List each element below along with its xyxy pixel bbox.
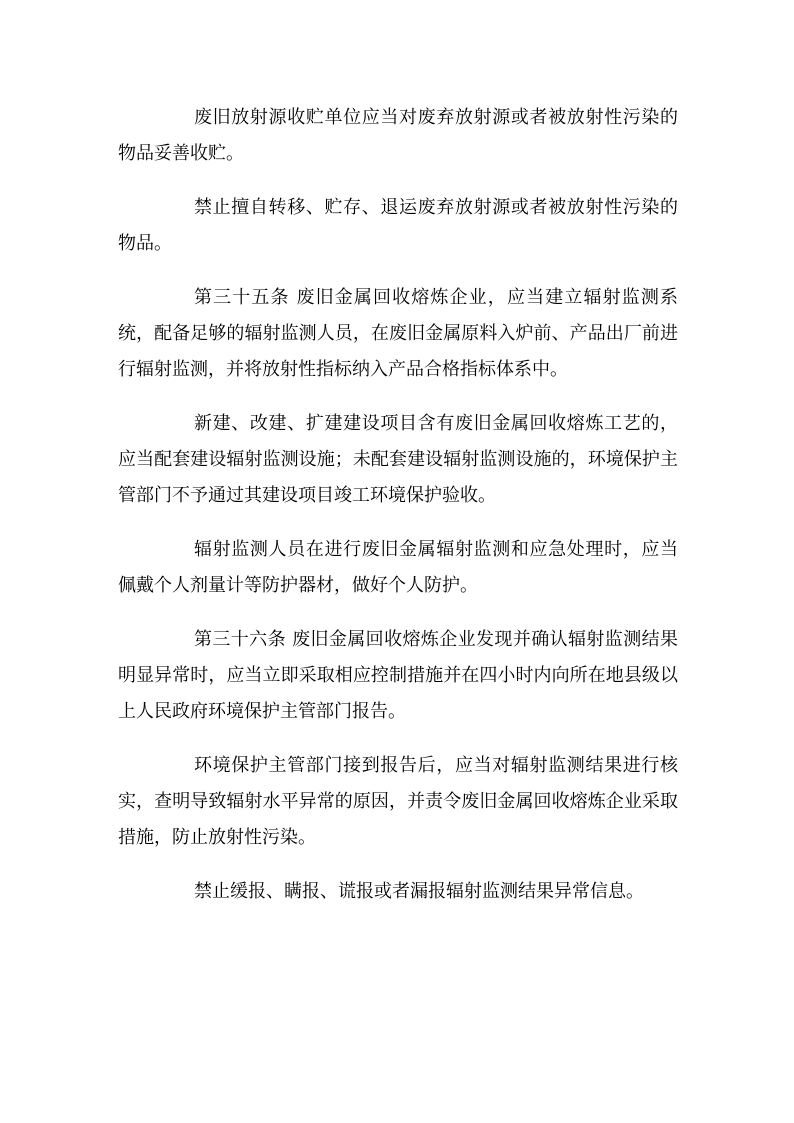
paragraph-4: 新建、改建、扩建建设项目含有废旧金属回收熔炼工艺的，应当配套建设辐射监测设施；未配套建设辐射监测设施的，环境保护主管部门不予通过其建设项目竣工环境保护验收。 <box>118 413 678 506</box>
paragraph-article-35: 第三十五条 废旧金属回收熔炼企业，应当建立辐射监测系统，配备足够的辐射监测人员，在废旧金属原料入炉前、产品出厂前进行辐射监测，并将放射性指标纳入产品合格指标体系中。 <box>118 287 678 380</box>
paragraph-1: 废旧放射源收贮单位应当对废弃放射源或者被放射性污染的物品妥善收贮。 <box>118 107 678 164</box>
document-body <box>118 100 678 910</box>
paragraph-7: 环境保护主管部门接到报告后，应当对辐射监测结果进行核实，查明导致辐射水平异常的原因，并责令废旧金属回收熔炼企业采取措施，防止放射性污染。 <box>118 755 678 848</box>
paragraph-8: 禁止缓报、瞒报、谎报或者漏报辐射监测结果异常信息。 <box>194 881 644 902</box>
paragraph-5: 辐射监测人员在进行废旧金属辐射监测和应急处理时，应当佩戴个人剂量计等防护器材，做好个人防护。 <box>118 539 678 596</box>
paragraph-2: 禁止擅自转移、贮存、退运废弃放射源或者被放射性污染的物品。 <box>118 197 678 254</box>
paragraph-article-36: 第三十六条 废旧金属回收熔炼企业发现并确认辐射监测结果明显异常时，应当立即采取相应控制措施并在四小时内向所在地县级以上人民政府环境保护主管部门报告。 <box>118 629 678 722</box>
